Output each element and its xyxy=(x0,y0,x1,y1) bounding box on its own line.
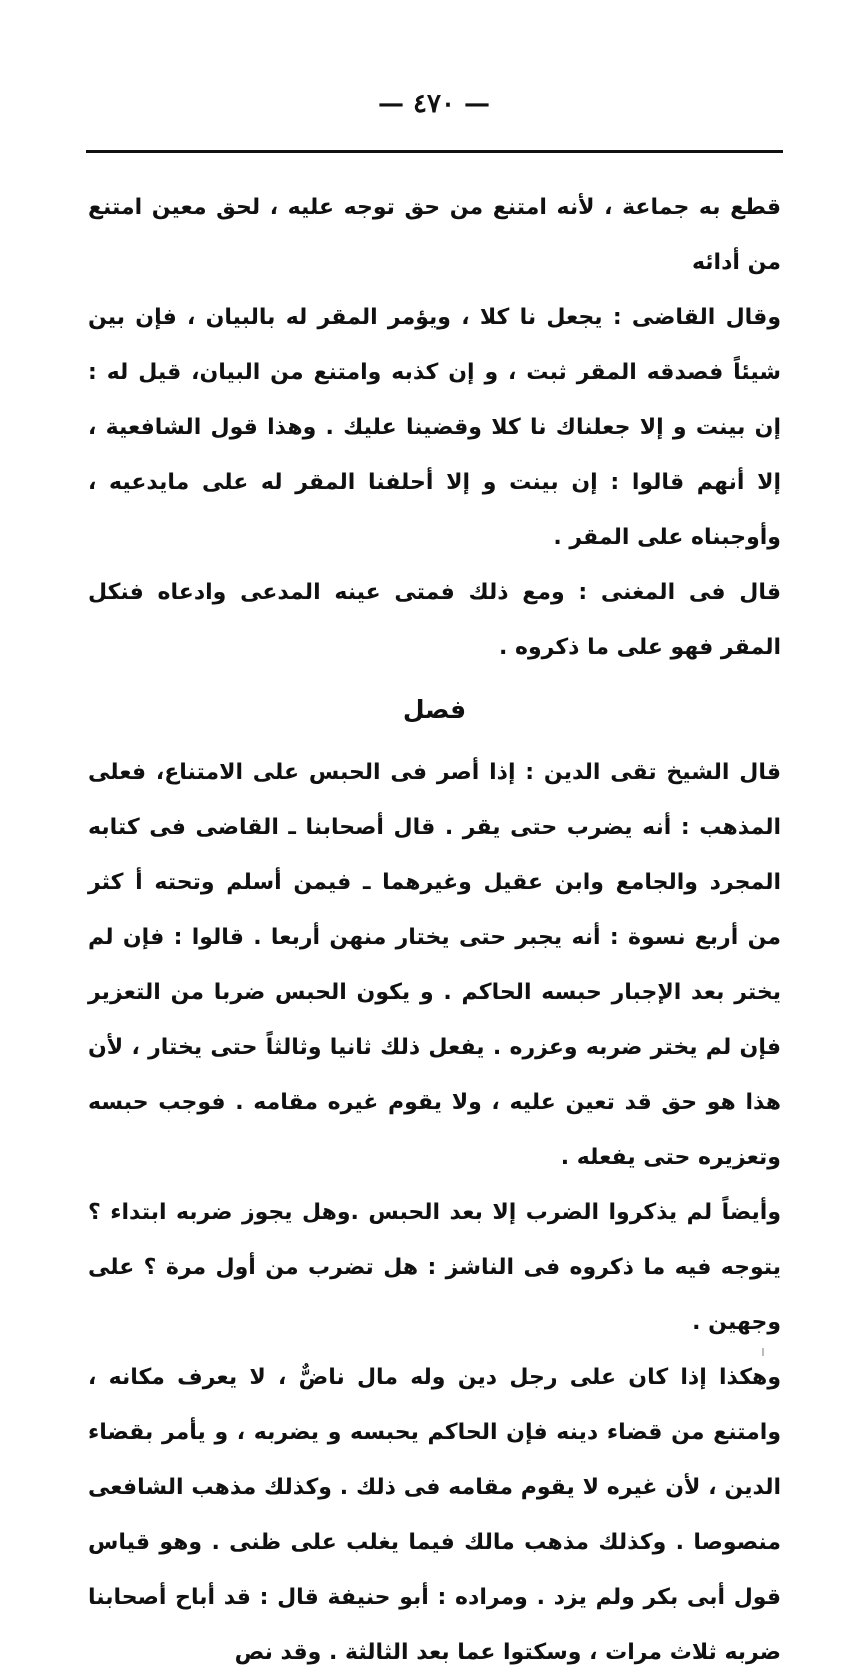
paragraph: وقال القاضى : يجعل نا كلا ، ويؤمر المقر له بالبيان ، فإن بين شيئاً فصدقه المقر ثبت ، و إن كذبه وامتنع من البيان، قيل له : إن بينت و إلا جعلناك نا كلا وقضينا عليك . وهذا قول الشافعية ، إلا أنهم قالوا : إن بينت و إلا أحلفنا المقر له على مايدعيه ، وأوجبناه على المقر . xyxy=(88,305,781,550)
margin-mark xyxy=(762,1348,764,1356)
header-rule xyxy=(86,150,783,153)
paragraph: قال فى المغنى : ومع ذلك فمتى عينه المدعى وادعاه فنكل المقر فهو على ما ذكروه . xyxy=(88,580,781,660)
page-number: — ٤٧٠ — xyxy=(377,89,491,119)
paragraph: قال الشيخ تقى الدين : إذا أصر فى الحبس على الامتناع، فعلى المذهب : أنه يضرب حتى يقر . قال أصحابنا ـ القاضى فى كتابه المجرد والجامع وابن عقيل وغيرهما ـ فيمن أسلم وتحته أ كثر من أربع نسوة : أنه يجبر حتى يختار منهن أربعا . قالوا : فإن لم يختر بعد الإجبار حبسه الحاكم . و يكون الحبس ضربا من التعزير فإن لم يختر ضربه وعزره . يفعل ذلك ثانيا وثالثاً حتى يختار ، لأن هذا هو حق قد تعين عليه ، ولا يقوم غيره مقامه . فوجب حبسه وتعزيره حتى يفعله . xyxy=(88,760,781,1170)
paragraph: قطع به جماعة ، لأنه امتنع من حق توجه عليه ، لحق معين امتنع من أدائه xyxy=(88,195,781,275)
section-heading: فصل xyxy=(402,695,467,724)
paragraph: وأيضاً لم يذكروا الضرب إلا بعد الحبس .وهل يجوز ضربه ابتداء ؟ يتوجه فيه ما ذكروه فى الناشز : هل تضرب من أول مرة ؟ على وجهين . xyxy=(88,1200,781,1335)
text-body xyxy=(88,180,781,1680)
paragraph: وهكذا إذا كان على رجل دين وله مال ناضٌّ ، لا يعرف مكانه ، وامتنع من قضاء دينه فإن الحاكم يحبسه و يضربه ، و يأمر بقضاء الدين ، لأن غيره لا يقوم مقامه فى ذلك . وكذلك مذهب الشافعى منصوصا . وكذلك مذهب مالك فيما يغلب على ظنى . وهو قياس قول أبى بكر ولم يزد . ومراده : أبو حنيفة قال : قد أباح أصحابنا ضربه ثلاث مرات ، وسكتوا عما بعد الثالثة . وقد نص xyxy=(88,1365,781,1665)
